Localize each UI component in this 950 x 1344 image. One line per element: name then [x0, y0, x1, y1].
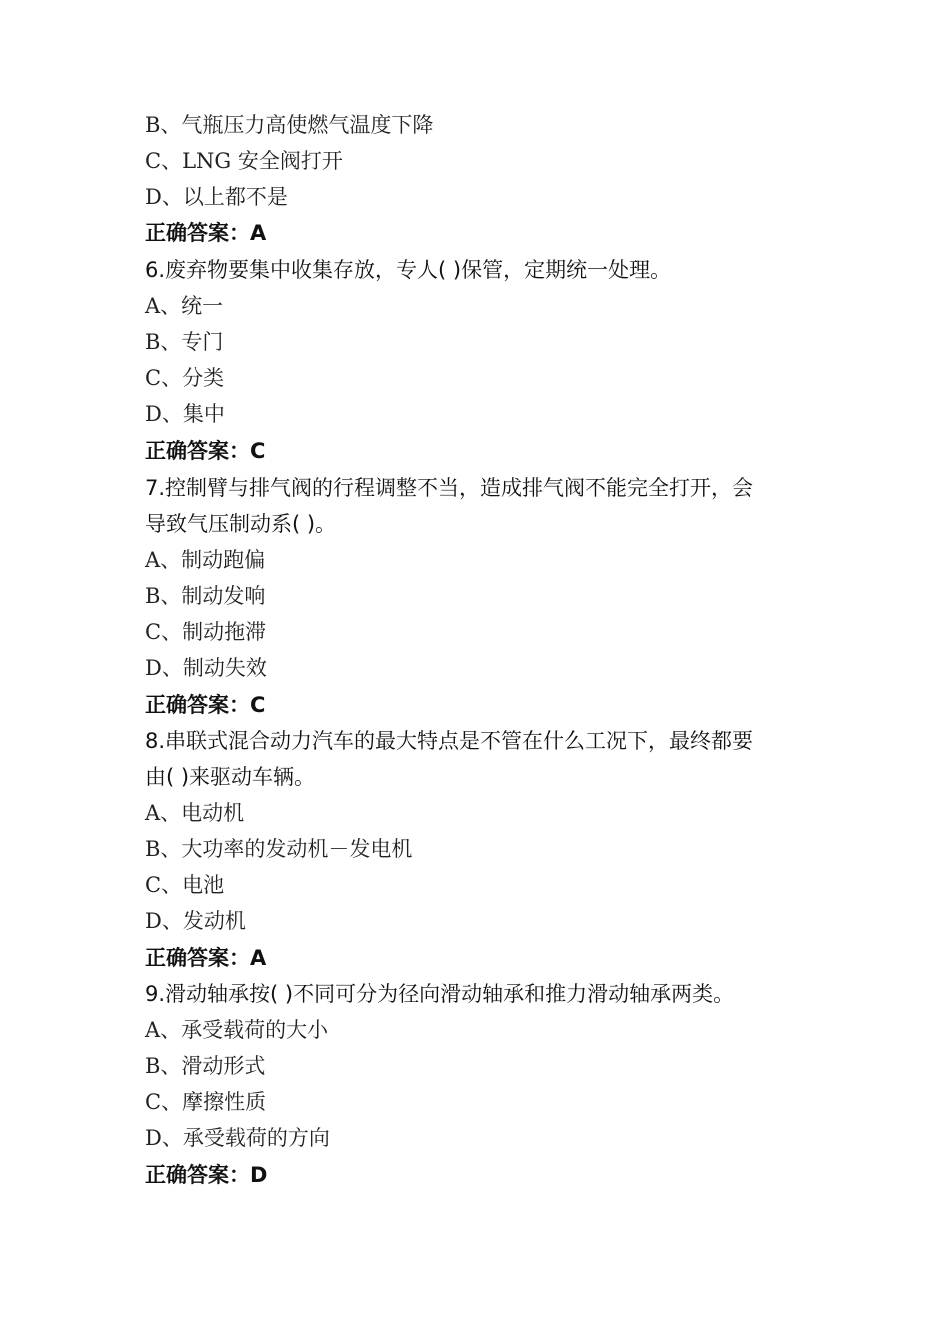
- option-d: D、集中: [145, 402, 225, 426]
- option-b: B、气瓶压力高使燃气温度下降: [145, 113, 434, 137]
- option-a: A、统一: [145, 294, 224, 318]
- option-c: C、分类: [145, 366, 225, 390]
- question-stem-continued: 导致气压制动系( )。: [145, 512, 337, 536]
- option-c: C、LNG 安全阀打开: [145, 149, 343, 173]
- answer-line: 正确答案：D: [145, 1163, 268, 1187]
- option-d: D、承受载荷的方向: [145, 1126, 330, 1150]
- question-stem-continued: 由( )来驱动车辆。: [145, 765, 316, 789]
- option-b: B、专门: [145, 330, 224, 354]
- option-a: A、承受载荷的大小: [145, 1018, 329, 1042]
- question-stem: 6.废弃物要集中收集存放，专人( )保管，定期统一处理。: [145, 258, 672, 282]
- option-a: A、制动跑偏: [145, 548, 266, 572]
- option-c: C、制动拖滞: [145, 620, 267, 644]
- option-d: D、发动机: [145, 909, 246, 933]
- question-stem: 8.串联式混合动力汽车的最大特点是不管在什么工况下，最终都要: [145, 729, 754, 753]
- answer-line: 正确答案：C: [145, 693, 266, 717]
- option-a: A、电动机: [145, 801, 245, 825]
- option-b: B、滑动形式: [145, 1054, 266, 1078]
- answer-line: 正确答案：A: [145, 946, 267, 970]
- option-c: C、电池: [145, 873, 225, 897]
- option-b: B、大功率的发动机－发电机: [145, 837, 413, 861]
- option-c: C、摩擦性质: [145, 1090, 267, 1114]
- answer-line: 正确答案：A: [145, 221, 267, 245]
- answer-line: 正确答案：C: [145, 439, 266, 463]
- option-d: D、制动失效: [145, 656, 267, 680]
- option-b: B、制动发响: [145, 584, 266, 608]
- option-d: D、以上都不是: [145, 185, 288, 209]
- question-stem: 9.滑动轴承按( )不同可分为径向滑动轴承和推力滑动轴承两类。: [145, 982, 735, 1006]
- question-stem: 7.控制臂与排气阀的行程调整不当，造成排气阀不能完全打开，会: [145, 476, 754, 500]
